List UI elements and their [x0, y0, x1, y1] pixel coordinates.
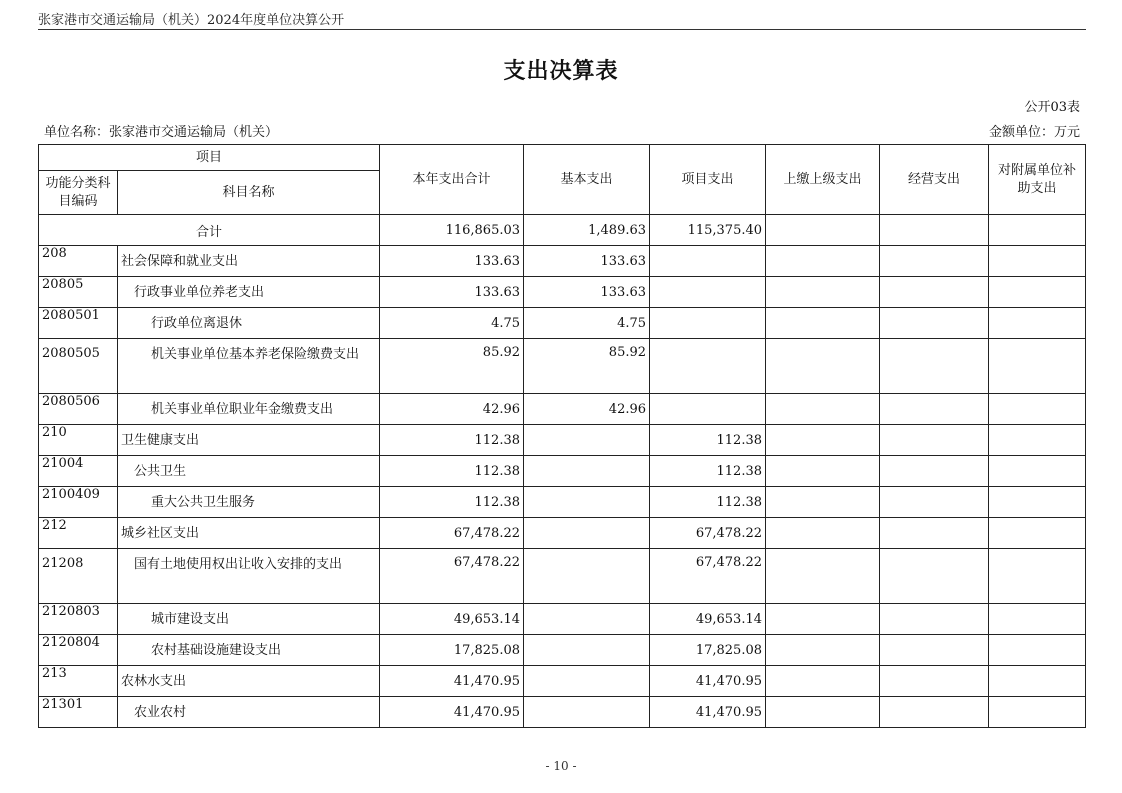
cell-project-expense: 17,825.08: [650, 635, 766, 666]
table-row: [39, 277, 1086, 308]
header-subsidiary: 对附属单位补助支出: [989, 145, 1086, 215]
cell-subject-name: 行政单位离退休: [118, 308, 380, 339]
header-basic: 基本支出: [524, 145, 650, 215]
cell-business: [880, 277, 989, 308]
header-subject-name: 科目名称: [118, 171, 380, 215]
cell-subject-name: 卫生健康支出: [118, 425, 380, 456]
cell-total: 112.38: [380, 487, 524, 518]
cell-subsidiary: [989, 277, 1086, 308]
cell-project-expense: 67,478.22: [650, 549, 766, 604]
header-business: 经营支出: [880, 145, 989, 215]
cell-func-code: 213: [39, 666, 118, 697]
cell-basic: [524, 604, 650, 635]
cell-func-code: 210: [39, 425, 118, 456]
cell-basic: [524, 487, 650, 518]
table-row: [39, 487, 1086, 518]
cell-upper: [766, 394, 880, 425]
cell-business: [880, 425, 989, 456]
cell-business: [880, 604, 989, 635]
cell-total: 4.75: [380, 308, 524, 339]
cell-func-code: 208: [39, 246, 118, 277]
cell-func-code: 212: [39, 518, 118, 549]
table-row: [39, 549, 1086, 604]
cell-func-code: 21208: [39, 549, 118, 604]
cell-basic: [524, 425, 650, 456]
table-row: [39, 308, 1086, 339]
cell-func-code: 21301: [39, 697, 118, 728]
cell-upper: [766, 425, 880, 456]
cell-subject-name: 行政事业单位养老支出: [118, 277, 380, 308]
cell-func-code: 2080505: [39, 339, 118, 394]
cell-subject-name: 农林水支出: [118, 666, 380, 697]
cell-project-expense: 112.38: [650, 456, 766, 487]
cell-total: 41,470.95: [380, 697, 524, 728]
cell-project-expense: 112.38: [650, 425, 766, 456]
cell-basic: 4.75: [524, 308, 650, 339]
cell-subject-name: 国有土地使用权出让收入安排的支出: [118, 549, 380, 604]
cell-upper: [766, 635, 880, 666]
cell-basic: 85.92: [524, 339, 650, 394]
cell-total: 133.63: [380, 277, 524, 308]
cell-upper: [766, 487, 880, 518]
total-upper: [766, 215, 880, 246]
cell-project-expense: [650, 246, 766, 277]
cell-func-code: 2120804: [39, 635, 118, 666]
running-header: 张家港市交通运输局（机关）2024年度单位决算公开: [38, 13, 345, 28]
total-label: 合计: [39, 215, 380, 246]
cell-subsidiary: [989, 635, 1086, 666]
cell-basic: [524, 549, 650, 604]
cell-project-expense: 41,470.95: [650, 666, 766, 697]
cell-subsidiary: [989, 425, 1086, 456]
table-row: [39, 518, 1086, 549]
cell-subsidiary: [989, 666, 1086, 697]
cell-func-code: 20805: [39, 277, 118, 308]
cell-upper: [766, 518, 880, 549]
cell-project-expense: [650, 394, 766, 425]
cell-total: 17,825.08: [380, 635, 524, 666]
cell-func-code: 2080501: [39, 308, 118, 339]
cell-business: [880, 549, 989, 604]
cell-upper: [766, 339, 880, 394]
cell-basic: [524, 518, 650, 549]
cell-total: 112.38: [380, 456, 524, 487]
page-title: 支出决算表: [503, 59, 619, 84]
cell-subsidiary: [989, 394, 1086, 425]
cell-subject-name: 农业农村: [118, 697, 380, 728]
unit-name: 单位名称：张家港市交通运输局（机关）: [44, 125, 279, 140]
cell-total: 41,470.95: [380, 666, 524, 697]
cell-project-expense: [650, 308, 766, 339]
cell-subsidiary: [989, 246, 1086, 277]
cell-subsidiary: [989, 604, 1086, 635]
cell-basic: [524, 456, 650, 487]
header-project: 项目: [39, 145, 380, 171]
cell-func-code: 2080506: [39, 394, 118, 425]
table-row: [39, 697, 1086, 728]
cell-project-expense: 112.38: [650, 487, 766, 518]
cell-business: [880, 308, 989, 339]
cell-business: [880, 339, 989, 394]
currency-unit: 金额单位：万元: [988, 125, 1080, 140]
cell-business: [880, 487, 989, 518]
cell-project-expense: [650, 277, 766, 308]
table-row: [39, 635, 1086, 666]
cell-basic: [524, 697, 650, 728]
cell-subject-name: 机关事业单位职业年金缴费支出: [118, 394, 380, 425]
cell-total: 49,653.14: [380, 604, 524, 635]
total-business: [880, 215, 989, 246]
table-row: [39, 339, 1086, 394]
header-total: 本年支出合计: [380, 145, 524, 215]
cell-subsidiary: [989, 518, 1086, 549]
cell-business: [880, 394, 989, 425]
cell-upper: [766, 308, 880, 339]
cell-basic: [524, 635, 650, 666]
cell-basic: 133.63: [524, 277, 650, 308]
cell-upper: [766, 246, 880, 277]
cell-subject-name: 重大公共卫生服务: [118, 487, 380, 518]
cell-project-expense: 49,653.14: [650, 604, 766, 635]
cell-upper: [766, 549, 880, 604]
cell-subsidiary: [989, 487, 1086, 518]
cell-business: [880, 246, 989, 277]
cell-total: 85.92: [380, 339, 524, 394]
cell-func-code: 2100409: [39, 487, 118, 518]
cell-upper: [766, 277, 880, 308]
cell-func-code: 21004: [39, 456, 118, 487]
cell-basic: [524, 666, 650, 697]
cell-basic: 133.63: [524, 246, 650, 277]
table-row: [39, 604, 1086, 635]
cell-basic: 42.96: [524, 394, 650, 425]
cell-upper: [766, 456, 880, 487]
cell-project-expense: 67,478.22: [650, 518, 766, 549]
table-row: [39, 394, 1086, 425]
cell-total: 67,478.22: [380, 549, 524, 604]
cell-business: [880, 697, 989, 728]
expense-table: [38, 144, 1086, 728]
cell-project-expense: 41,470.95: [650, 697, 766, 728]
header-project-expense: 项目支出: [650, 145, 766, 215]
total-row: [39, 215, 1086, 246]
table-row: [39, 425, 1086, 456]
form-code: 公开03表: [1024, 100, 1080, 115]
cell-total: 42.96: [380, 394, 524, 425]
cell-business: [880, 666, 989, 697]
cell-business: [880, 635, 989, 666]
cell-subsidiary: [989, 697, 1086, 728]
cell-subject-name: 农村基础设施建设支出: [118, 635, 380, 666]
cell-project-expense: [650, 339, 766, 394]
cell-subject-name: 城市建设支出: [118, 604, 380, 635]
cell-upper: [766, 697, 880, 728]
total-project-expense: 115,375.40: [650, 215, 766, 246]
header-rule: [38, 29, 1086, 30]
total-basic: 1,489.63: [524, 215, 650, 246]
header-func-code: 功能分类科目编码: [39, 171, 118, 215]
cell-business: [880, 518, 989, 549]
cell-subsidiary: [989, 549, 1086, 604]
cell-upper: [766, 604, 880, 635]
cell-total: 112.38: [380, 425, 524, 456]
table-row: [39, 456, 1086, 487]
cell-func-code: 2120803: [39, 604, 118, 635]
cell-upper: [766, 666, 880, 697]
cell-subject-name: 城乡社区支出: [118, 518, 380, 549]
table-row: [39, 666, 1086, 697]
cell-subsidiary: [989, 308, 1086, 339]
header-upper: 上缴上级支出: [766, 145, 880, 215]
cell-subject-name: 机关事业单位基本养老保险缴费支出: [118, 339, 380, 394]
cell-total: 133.63: [380, 246, 524, 277]
page-number: - 10 -: [545, 759, 577, 773]
total-total: 116,865.03: [380, 215, 524, 246]
cell-subject-name: 公共卫生: [118, 456, 380, 487]
unit-line: [44, 121, 1080, 140]
cell-business: [880, 456, 989, 487]
cell-total: 67,478.22: [380, 518, 524, 549]
table-row: [39, 246, 1086, 277]
cell-subsidiary: [989, 339, 1086, 394]
total-subsidiary: [989, 215, 1086, 246]
cell-subsidiary: [989, 456, 1086, 487]
cell-subject-name: 社会保障和就业支出: [118, 246, 380, 277]
